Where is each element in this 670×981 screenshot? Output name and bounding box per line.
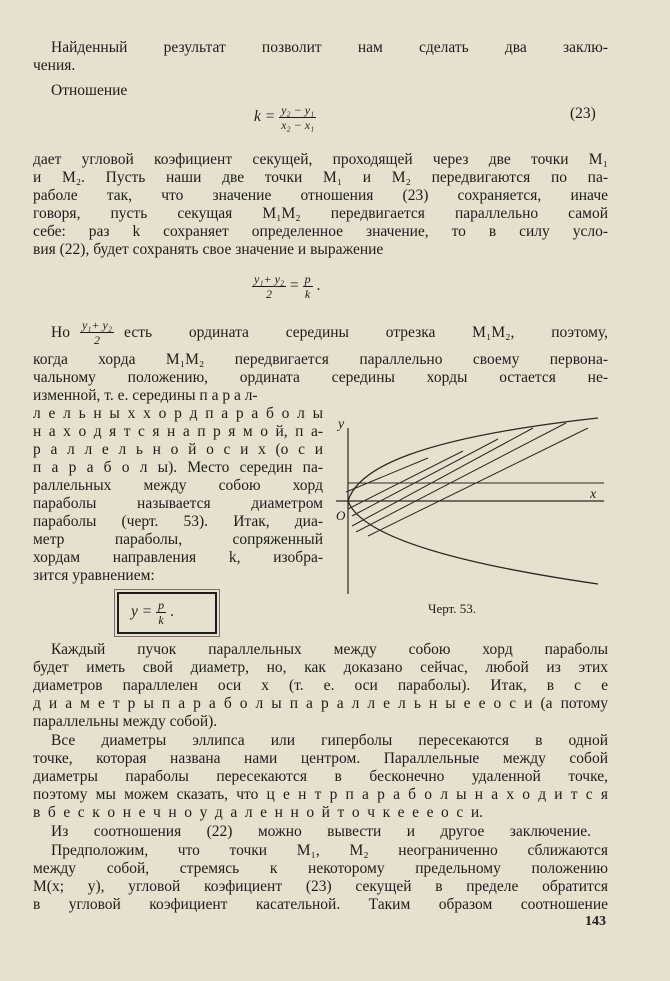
para5-line: точке, которая названа нами центром. Параллельные между собой	[33, 750, 608, 767]
label-y: y	[338, 417, 345, 432]
boxed-diameter-equation	[117, 592, 217, 634]
parallel-chord	[348, 451, 463, 509]
diameter-fraction	[156, 598, 166, 627]
para2-line: себе: раз k сохраняет определенное значение, то в силу усло-	[33, 223, 608, 240]
para5-line: в б е с к о н е ч н о у д а л е н н о й т о ч к е е е о с и.	[33, 804, 483, 821]
left-col-line: зится уравнением:	[33, 567, 155, 584]
k-denominator: k	[304, 287, 311, 301]
para3-line3: чальному положению, ордината середины хорды остается не-	[33, 369, 608, 386]
diameter-num: p	[158, 598, 165, 612]
diameter-period: .	[169, 603, 174, 621]
page-number: 143	[585, 914, 606, 929]
diameter-lhs: y =	[131, 603, 153, 621]
period: .	[316, 277, 321, 295]
para3-frac-num: y₁+ y₂	[81, 318, 113, 332]
eq23-lhs: k =	[254, 108, 276, 126]
midpoint-fraction-right	[303, 272, 313, 301]
label-origin: O	[336, 508, 346, 523]
eq23-fraction	[279, 103, 316, 132]
para1-line2: чения.	[33, 57, 76, 74]
para4-line: д и а м е т р ы п а р а б о л ы п а р а л л е л ь н ы е е о с и (а потому	[33, 695, 608, 712]
equals-sign: =	[289, 277, 299, 295]
para2-line: дает угловой коэфициент секущей, проходящей через две точки M₁	[33, 151, 608, 168]
para2-line: и M₂. Пусть наши две точки M₁ и M₂ передвигаются по па-	[33, 169, 608, 186]
para5-line: Все диаметры эллипса или гиперболы пересекаются в одной	[51, 732, 608, 749]
diameter-equation	[131, 598, 174, 627]
para3-line1	[51, 318, 608, 347]
left-col-line: метр параболы, сопряженный	[33, 531, 323, 548]
para4-line: диаметров параллелен оси x (т. е. оси параболы). Итак, в с е	[33, 677, 608, 694]
figure-53-parabola	[328, 408, 613, 598]
diameter-den: k	[158, 613, 164, 627]
midpoint-fraction-left	[252, 272, 286, 301]
equation-23-label: (23)	[570, 105, 596, 122]
midpoint-denominator: 2	[266, 287, 273, 301]
left-col-line: параболы называется диаметром	[33, 495, 323, 512]
para7-line: между собой, стремясь к некоторому предельному положению	[33, 860, 608, 877]
para3-frac-den: 2	[94, 333, 100, 347]
label-x: x	[590, 487, 597, 502]
para6-line: Из соотношения (22) можно вывести и другое заключение.	[51, 823, 591, 840]
para3-line4: изменной, т. е. середины п а р а л-	[33, 387, 258, 404]
parallel-chord	[352, 428, 533, 526]
para3-line2: когда хорда M₁M₂ передвигается параллельно своему первона-	[33, 351, 608, 368]
p-numerator: p	[304, 272, 311, 286]
left-col-line: р а л л е л ь н о й о с и x (о с и	[33, 441, 323, 458]
para5-line: поэтому мы можем сказать, что ц е н т р п а р а б о л ы н а х о д и т с я	[33, 786, 608, 803]
equation-midpoint	[252, 272, 320, 301]
para4-line: Каждый пучок параллельных между собою хорд параболы	[51, 641, 608, 658]
para7-line: в угловой коэфициент касательной. Таким образом соотношение	[33, 896, 608, 913]
para3-fraction	[80, 318, 114, 347]
para4-line: параллельны между собой).	[33, 713, 218, 730]
left-col-line: параболы (черт. 53). Итак, диа-	[33, 513, 323, 530]
para7-line: M(x; y), угловой коэфициент (23) секущей в пределе обратится	[33, 878, 608, 895]
para5-line: диаметры параболы пересекаются в бесконечно удаленной точке,	[33, 768, 608, 785]
para3-start: Но	[51, 324, 70, 341]
para1-line1: Найденный результат позволит нам сделать два заклю-	[51, 39, 608, 56]
relation-intro: Отношение	[51, 82, 128, 99]
equation-23	[254, 103, 316, 132]
para4-line: будет иметь свой диаметр, но, как доказано сейчас, любой из этих	[33, 659, 608, 676]
para3-rest: есть ордината середины отрезка M₁M₂, поэтому,	[124, 324, 608, 341]
left-col-line: л е л ь н ы х х о р д п а р а б о л ы	[33, 405, 323, 422]
midpoint-numerator: y₁+ y₂	[254, 272, 285, 286]
para2-line: говоря, пусть секущая M₁M₂ передвигается параллельно самой	[33, 205, 608, 222]
para2-line: раболе так, что значение отношения (23) сохраняется, иначе	[33, 187, 608, 204]
parabola-upper-branch	[348, 418, 598, 501]
eq23-denominator: x₂ − x₁	[281, 118, 315, 132]
left-col-line: раллельных между собою хорд	[33, 477, 323, 494]
parabola-lower-branch	[348, 501, 598, 584]
parallel-chord	[352, 439, 498, 516]
eq23-numerator: y₂ − y₁	[281, 103, 315, 117]
left-col-line: н а х о д я т с я н а п р я м о й, п а-	[33, 423, 323, 440]
left-col-line: хордам направления k, изобра-	[33, 549, 323, 566]
left-col-line: п а р а б о л ы). Место середин па-	[33, 459, 323, 476]
para7-line: Предположим, что точки M₁, M₂ неограниченно сближаются	[51, 842, 608, 859]
para2-line: вия (22), будет сохранять свое значение и выражение	[33, 241, 384, 258]
figure-caption: Черт. 53.	[428, 601, 477, 616]
